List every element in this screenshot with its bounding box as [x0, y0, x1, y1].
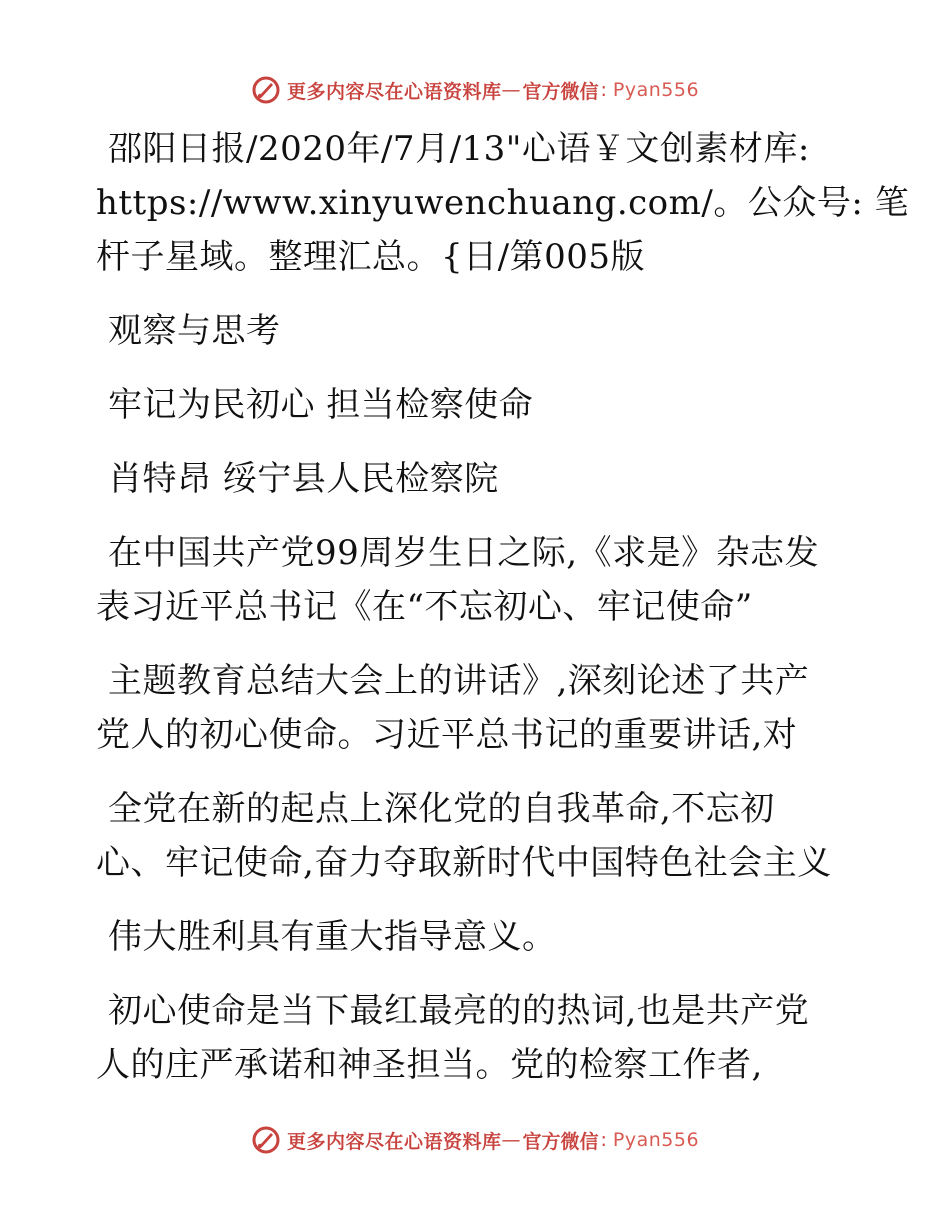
paragraph-line: 在中国共产党99周岁生日之际,《求是》杂志发: [108, 533, 820, 573]
watermark-dash: —: [501, 1129, 521, 1151]
paragraph-line: 人的庄严承诺和神圣担当。党的检察工作者,: [96, 1045, 763, 1085]
brush-logo-icon: [251, 75, 281, 105]
source-url-line: https://www.xinyuwenchuang.com/。公众号: 笔: [96, 183, 910, 223]
watermark-separator: :: [600, 1129, 607, 1151]
watermark-brand: 更多内容尽在心语资料库: [286, 1130, 502, 1153]
paragraph-line: 初心使命是当下最红最亮的的热词,也是共产党: [108, 991, 810, 1031]
watermark-dash: —: [501, 79, 521, 101]
watermark-account-id: Pyan556: [612, 1129, 700, 1151]
paragraph-line: 全党在新的起点上深化党的自我革命,不忘初: [108, 789, 775, 829]
paragraph-line: 主题教育总结大会上的讲话》,深刻论述了共产: [108, 661, 810, 701]
source-line: 邵阳日报/2020年/7月/13"心语￥文创素材库:: [108, 129, 810, 169]
paragraph-line: 党人的初心使命。习近平总书记的重要讲话,对: [96, 715, 798, 755]
header-watermark: [0, 72, 950, 108]
source-note-line: 杆子星域。整理汇总。{日/第005版: [96, 237, 645, 277]
watermark-brand: 更多内容尽在心语资料库: [286, 80, 502, 103]
paragraph-line: 心、牢记使命,奋力夺取新时代中国特色社会主义: [96, 843, 832, 883]
watermark-account-id: Pyan556: [612, 79, 700, 101]
brush-logo-icon: [251, 1125, 281, 1155]
watermark-account-label: 官方微信: [522, 80, 599, 103]
article-author: 肖特昂 绥宁县人民检察院: [108, 459, 499, 499]
article-title: 牢记为民初心 担当检察使命: [108, 385, 534, 425]
document-body: [96, 122, 910, 1092]
watermark-account-label: 官方微信: [522, 1130, 599, 1153]
paragraph-line: 伟大胜利具有重大指导意义。: [108, 917, 557, 957]
paragraph-line: 表习近平总书记《在“不忘初心、牢记使命”: [96, 587, 753, 627]
column-name: 观察与思考: [108, 311, 281, 351]
footer-watermark: [0, 1122, 950, 1158]
watermark-separator: :: [600, 79, 607, 101]
